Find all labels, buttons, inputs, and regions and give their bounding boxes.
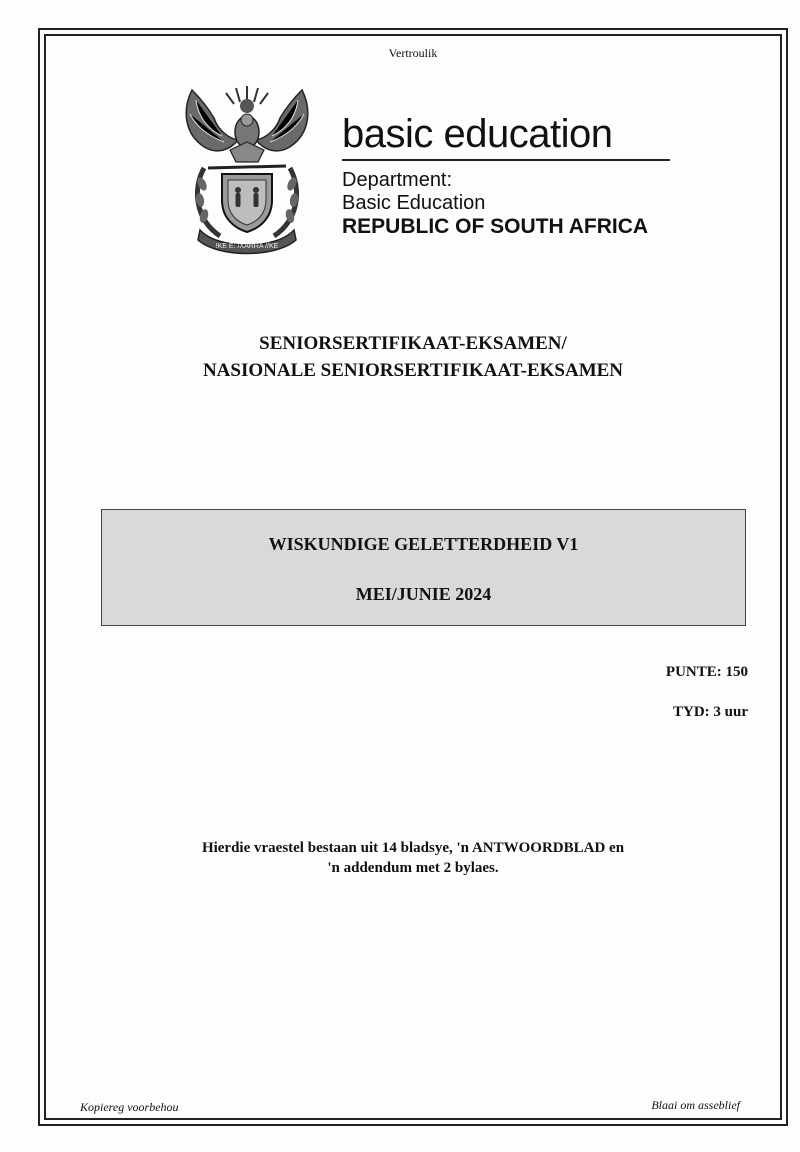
confidential-label: Vertroulik	[388, 46, 438, 60]
brand-divider	[342, 159, 670, 161]
page-note-line1: Hierdie vraestel bestaan uit 14 bladsye, 'n ANTWOORDBLAD en	[201, 840, 625, 856]
country-name: REPUBLIC OF SOUTH AFRICA	[342, 215, 649, 238]
turn-page-notice: Blaai om asseblief	[651, 1098, 740, 1112]
page-note-line2: 'n addendum met 2 bylaes.	[327, 860, 499, 876]
motto-text: !KE E: /XARRA //KE	[215, 243, 279, 250]
department-branding	[342, 112, 672, 238]
copyright-notice: Kopiereg voorbehou	[80, 1100, 179, 1114]
brand-title: basic education	[342, 112, 613, 156]
subject-name: WISKUNDIGE GELETTERDHEID V1	[268, 534, 579, 554]
subject-box	[101, 509, 746, 626]
coat-of-arms-icon	[178, 80, 316, 256]
exam-duration: TYD: 3 uur	[672, 704, 748, 720]
total-marks: PUNTE: 150	[665, 664, 748, 680]
department-line1: Department:	[342, 169, 453, 191]
page-count-note	[0, 838, 800, 878]
exam-title-line1: SENIORSERTIFIKAAT-EKSAMEN/	[259, 333, 567, 354]
department-line2: Basic Education	[342, 192, 486, 214]
exam-title-line2: NASIONALE SENIORSERTIFIKAAT-EKSAMEN	[202, 360, 624, 381]
exam-title	[0, 330, 800, 384]
exam-session: MEI/JUNIE 2024	[355, 584, 492, 604]
